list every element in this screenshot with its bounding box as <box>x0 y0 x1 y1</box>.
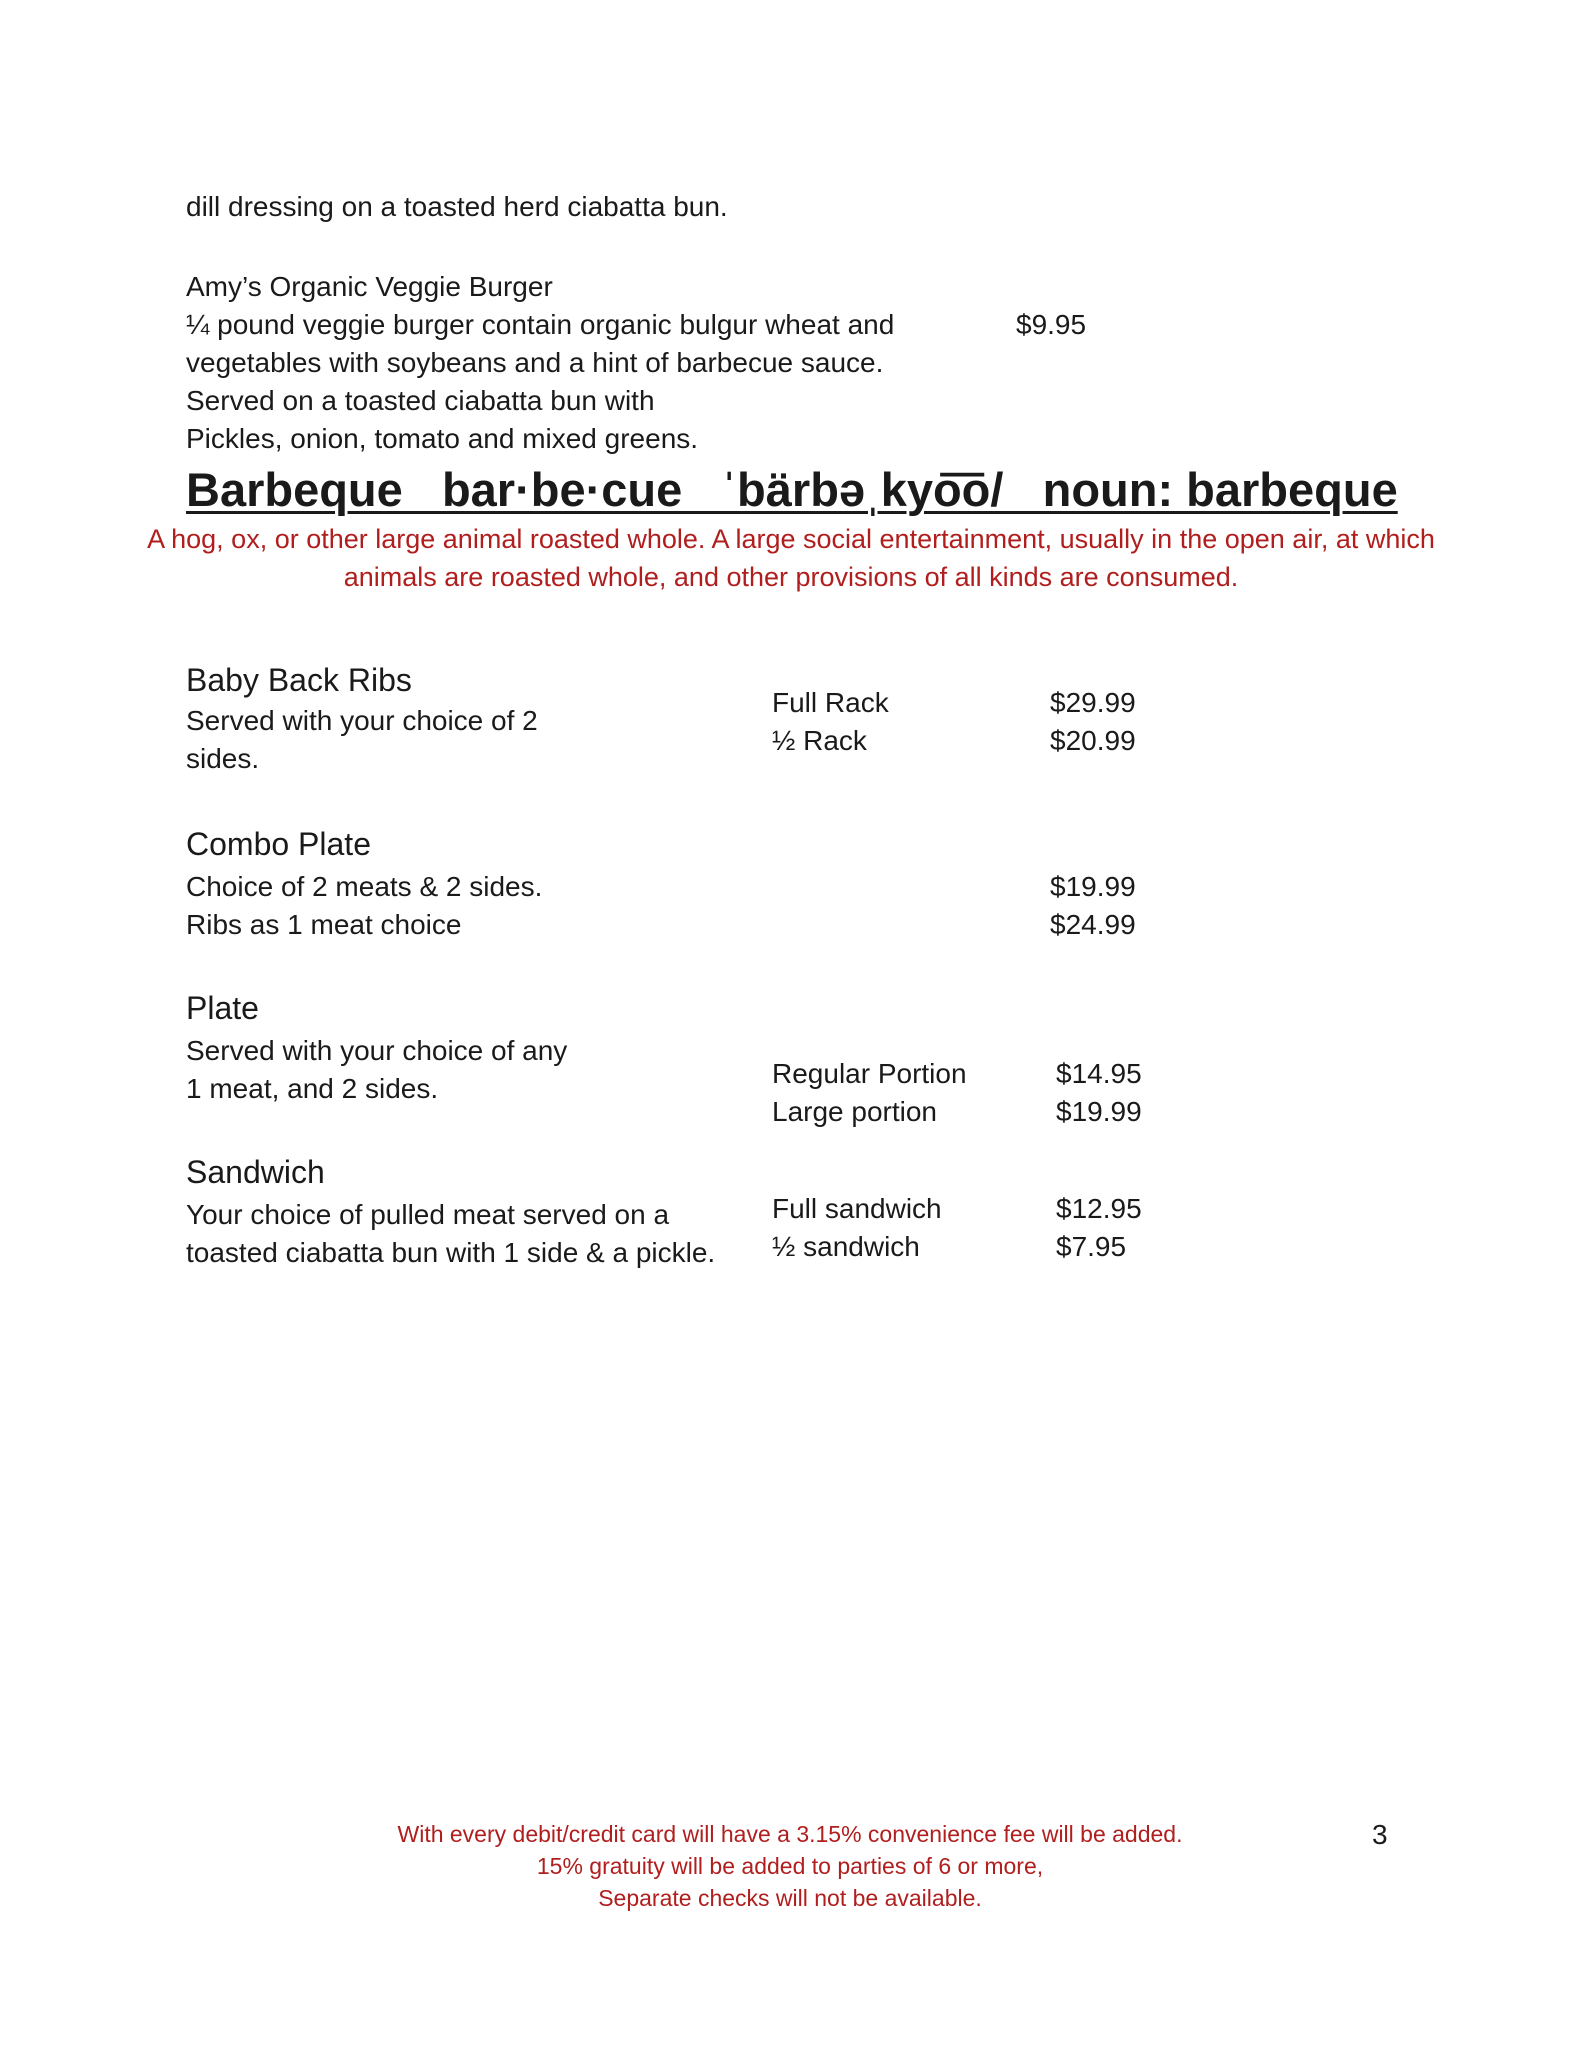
price: $14.95 <box>1056 1058 1142 1089</box>
veggie-burger-description <box>186 268 894 458</box>
prices-sandwich <box>1056 1190 1142 1266</box>
continued-description: dill dressing on a toasted herd ciabatta bun. <box>186 191 728 222</box>
barbeque-definition: A hog, ox, or other large animal roasted whole. A large social entertainment, usually in the open air, at which animals are roasted whole, and other provisions of all kinds are consumed. <box>147 524 1435 592</box>
item-title-baby-back-ribs: Baby Back Ribs <box>186 662 412 698</box>
footer-line: With every debit/credit card will have a 3.15% convenience fee will be added. <box>397 1821 1183 1847</box>
description-line: toasted ciabatta bun with 1 side & a pickle. <box>186 1237 716 1268</box>
item-title-combo-plate: Combo Plate <box>186 826 371 862</box>
veggie-burger-line: ¼ pound veggie burger contain organic bulgur wheat and <box>186 309 895 340</box>
price: $12.95 <box>1056 1193 1142 1224</box>
portion-label: ½ Rack <box>772 725 867 756</box>
veggie-burger-price: $9.95 <box>1016 309 1087 340</box>
veggie-burger-line: Served on a toasted ciabatta bun with <box>186 385 655 416</box>
footer-line: 15% gratuity will be added to parties of 6 or more, <box>536 1853 1044 1879</box>
price: $24.99 <box>1050 909 1136 940</box>
description-line: Choice of 2 meats & 2 sides. <box>186 871 543 902</box>
item-title-sandwich: Sandwich <box>186 1154 325 1190</box>
description-line: Your choice of pulled meat served on a <box>186 1199 670 1230</box>
portion-label: ½ sandwich <box>772 1231 920 1262</box>
item-description-sandwich <box>186 1196 715 1272</box>
portion-label: Large portion <box>772 1096 938 1127</box>
prices-plate <box>1056 1055 1142 1131</box>
price: $19.99 <box>1050 871 1136 902</box>
price: $20.99 <box>1050 725 1136 756</box>
veggie-burger-line: vegetables with soybeans and a hint of barbecue sauce. <box>186 347 884 378</box>
item-description-plate <box>186 1032 567 1108</box>
item-description-baby-back-ribs <box>186 702 538 778</box>
barbeque-heading: Barbeque bar·be·cue ˈbärbəˌkyo͞o/ noun: barbeque <box>186 463 1398 516</box>
prices-baby-back-ribs <box>1050 684 1136 760</box>
portion-label: Regular Portion <box>772 1058 967 1089</box>
prices-combo-plate <box>1050 868 1136 944</box>
portions-sandwich <box>772 1190 942 1266</box>
description-line: Served with your choice of any <box>186 1035 568 1066</box>
description-line: sides. <box>186 743 260 774</box>
veggie-burger-title: Amy’s Organic Veggie Burger <box>186 271 553 302</box>
price: $7.95 <box>1056 1231 1127 1262</box>
portions-baby-back-ribs <box>772 684 889 760</box>
description-line: Ribs as 1 meat choice <box>186 909 462 940</box>
portions-plate <box>772 1055 967 1131</box>
footer-line: Separate checks will not be available. <box>598 1885 982 1911</box>
portion-label: Full sandwich <box>772 1193 942 1224</box>
item-description-combo-plate <box>186 868 542 944</box>
price: $29.99 <box>1050 687 1136 718</box>
item-title-plate: Plate <box>186 990 259 1026</box>
footer-notice <box>280 1818 1300 1914</box>
description-line: Served with your choice of 2 <box>186 705 538 736</box>
portion-label: Full Rack <box>772 687 889 718</box>
description-line: 1 meat, and 2 sides. <box>186 1073 439 1104</box>
price: $19.99 <box>1056 1096 1142 1127</box>
veggie-burger-line: Pickles, onion, tomato and mixed greens. <box>186 423 699 454</box>
page-number: 3 <box>1372 1819 1388 1850</box>
